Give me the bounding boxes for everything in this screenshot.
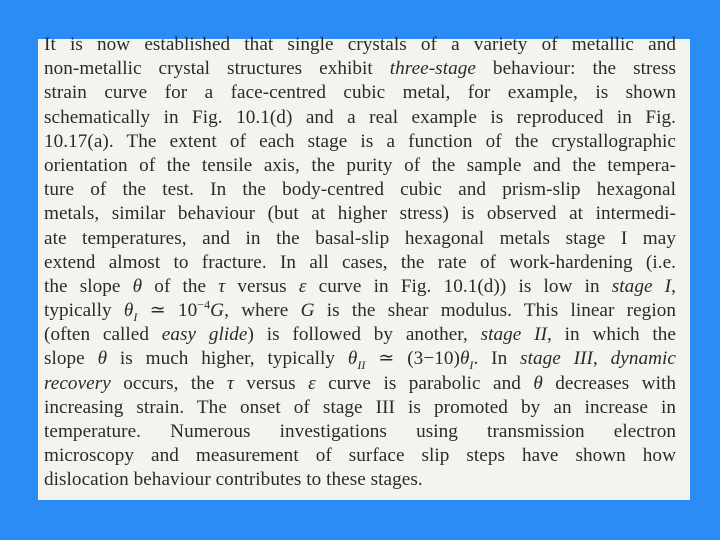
italic-text: ε <box>308 372 316 394</box>
text-line <box>44 130 676 154</box>
text-span: slope <box>44 348 98 370</box>
text-span: is much higher, typically <box>107 348 348 370</box>
text-line <box>44 81 676 105</box>
italic-text: θ <box>533 372 543 394</box>
italic-text: stage II <box>480 324 548 346</box>
text-span: −4 <box>197 297 211 312</box>
text-line <box>44 251 676 275</box>
text-span: ) is followed by another, <box>247 324 481 346</box>
italic-text: I <box>133 309 138 324</box>
text-line <box>44 227 676 251</box>
italic-text: three-stage <box>389 58 476 80</box>
text-span: . In <box>473 348 521 370</box>
italic-text: II <box>357 358 366 373</box>
text-line <box>44 275 676 299</box>
text-span: typically <box>44 300 124 322</box>
italic-text: dynamic <box>610 348 676 370</box>
text-span: increasing strain. The onset of stage III is promoted by an increase in <box>44 396 676 418</box>
paragraph <box>44 33 676 493</box>
text-span: is the shear modulus. This linear region <box>314 300 676 322</box>
text-line <box>44 420 676 444</box>
text-line <box>44 347 676 371</box>
text-span: , <box>592 348 611 370</box>
text-span: dislocation behaviour contributes to these stages. <box>44 469 423 491</box>
italic-text: G <box>300 300 315 322</box>
italic-text: τ <box>226 372 234 394</box>
text-span: of the <box>142 275 219 297</box>
text-span: behaviour: the stress <box>475 58 677 80</box>
text-line <box>44 33 676 57</box>
text-span: versus <box>225 275 299 297</box>
text-line <box>44 202 676 226</box>
text-span: , where <box>224 300 301 322</box>
text-span: orientation of the tensile axis, the purity of the sample and the tempera- <box>44 154 676 176</box>
text-span: extend almost to fracture. In all cases, the rate of work-hardening (i.e. <box>44 251 676 273</box>
text-span: , <box>671 275 676 297</box>
italic-text: θ <box>132 275 143 297</box>
text-line <box>44 299 676 323</box>
italic-text: θ <box>123 300 134 322</box>
text-line <box>44 178 676 202</box>
text-span: curve is parabolic and <box>315 372 534 394</box>
text-line <box>44 444 676 468</box>
text-span: metals, similar behaviour (but at higher stress) is observed at intermedi- <box>44 203 676 225</box>
text-line <box>44 468 676 492</box>
text-span: non-metallic crystal structures exhibit <box>44 58 390 80</box>
text-line <box>44 57 676 81</box>
text-span: 10.17(a). The extent of each stage is a function of the crystallographic <box>44 130 676 152</box>
text-span: ture of the test. In the body-centred cubic and prism-slip hexagonal <box>44 179 676 201</box>
text-span: curve in Fig. 10.1(d)) is low in <box>306 275 612 297</box>
text-span: microscopy and measurement of surface slip steps have shown how <box>44 445 676 467</box>
italic-text: easy glide <box>161 324 248 346</box>
text-span: It is now established that single crystals of a variety of metallic and <box>44 34 676 55</box>
text-span: strain curve for a face-centred cubic metal, for example, is shown <box>44 82 676 104</box>
text-line <box>44 372 676 396</box>
text-span: occurs, the <box>110 372 227 394</box>
italic-text: recovery <box>44 372 111 394</box>
scanned-page <box>38 34 690 500</box>
italic-text: ε <box>298 275 307 297</box>
text-span: versus <box>233 372 309 394</box>
italic-text: τ <box>218 275 226 297</box>
italic-text: stage III <box>520 348 593 370</box>
text-span: ate temperatures, and in the basal-slip hexagonal metals stage I may <box>44 227 676 249</box>
italic-text: θ <box>97 348 108 370</box>
text-span: decreases with <box>542 372 676 394</box>
text-line <box>44 396 676 420</box>
italic-text: θ <box>347 348 358 370</box>
text-span: the slope <box>44 275 133 297</box>
text-span: , in which the <box>547 324 676 346</box>
text-span: ≃ (3−10) <box>365 348 460 370</box>
italic-text: G <box>210 300 225 322</box>
text-span: temperature. Numerous investigations using transmission electron <box>44 421 676 442</box>
text-line <box>44 154 676 178</box>
italic-text: θ <box>459 348 470 370</box>
text-line <box>44 323 676 347</box>
text-span: ≃ 10 <box>137 300 198 322</box>
text-span: schematically in Fig. 10.1(d) and a real example is reproduced in Fig. <box>44 106 676 128</box>
text-line <box>44 106 676 130</box>
italic-text: I <box>469 358 474 373</box>
text-span: (often called <box>44 324 162 346</box>
italic-text: stage I <box>611 275 672 297</box>
